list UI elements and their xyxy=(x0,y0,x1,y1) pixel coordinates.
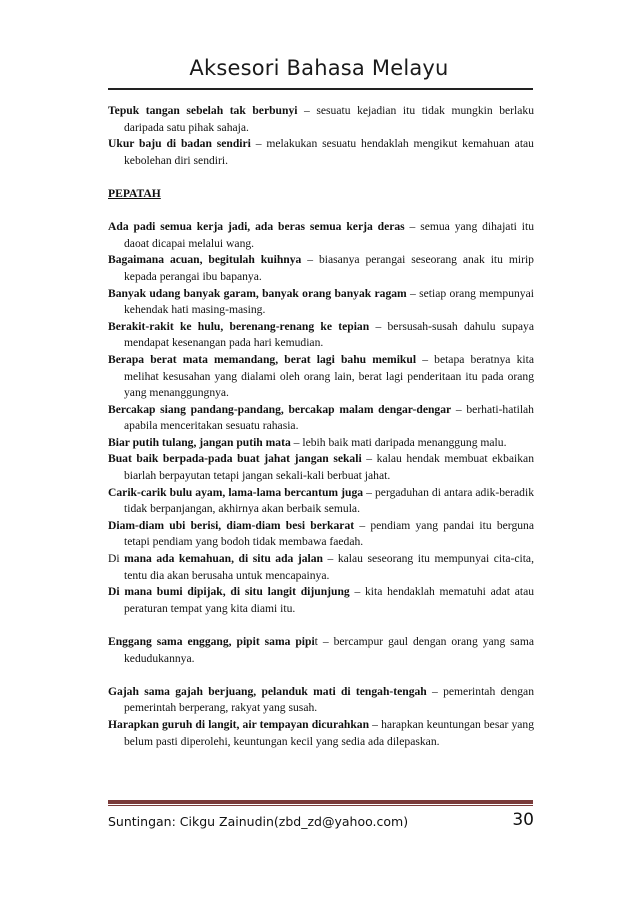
entry-meaning: – biasanya perangai seseorang anak itu mirip kepada perangai ibu bapanya. xyxy=(124,253,534,283)
entry-term: Berakit-rakit ke hulu, berenang-renang ke tepian xyxy=(108,319,370,333)
entry-term: Berapa berat mata memandang, berat lagi bahu memikul xyxy=(108,352,417,366)
entry-term: Bagaimana acuan, begitulah kuihnya xyxy=(108,253,302,267)
entry-meaning: – kalau hendak membuat ekbaikan biarlah berpayutan tetapi jangan sekali-kali berbuat jahat. xyxy=(124,452,535,483)
entry-term: mana ada kemahuan, di situ ada jalan xyxy=(124,552,323,566)
footer-credit: Suntingan: Cikgu Zainudin(zbd_zd@yahoo.com) xyxy=(108,814,409,829)
spacer xyxy=(108,617,534,634)
entry-term: Enggang sama enggang, pipit sama pipi xyxy=(108,635,315,648)
entry-meaning: – semua yang dihajati itu daoat dicapai melalui wang. xyxy=(124,220,534,250)
entry-meaning: – lebih baik mati daripada menanggung malu. xyxy=(290,435,507,449)
entry-meaning: – betapa beratnya kita melihat kesusahan yang dialami oleh orang lain, berat lagi penderitaan itu pada orang yang menanggungnya. xyxy=(124,352,534,400)
pepatah-entry xyxy=(108,485,534,518)
footer-rule-thin xyxy=(108,805,533,806)
pepatah-entry xyxy=(108,451,534,484)
spacer xyxy=(108,203,534,220)
entry-term: Gajah sama gajah berjuang, pelanduk mati di tengah-tengah xyxy=(108,684,427,698)
pepatah-entry xyxy=(108,103,534,136)
pepatah-list-a xyxy=(108,219,534,617)
entry-suffix: t xyxy=(314,635,318,648)
header-rule xyxy=(108,88,533,90)
pepatah-entry xyxy=(108,219,534,252)
entry-term: Diam-diam ubi berisi, diam-diam besi berkarat xyxy=(108,518,355,532)
entry-meaning: – harapkan keuntungan besar yang belum pasti diperolehi, keuntungan kecil yang sedia ada dilepaskan. xyxy=(124,717,534,748)
pepatah-entry xyxy=(108,717,534,750)
entry-meaning: – setiap orang mempunyai kehendak hati masing-masing. xyxy=(124,286,534,317)
pepatah-entry xyxy=(108,435,534,452)
entry-term: Tepuk tangan sebelah tak berbunyi xyxy=(108,104,298,117)
footer-rule xyxy=(108,800,533,804)
entry-term: Harapkan guruh di langit, air tempayan dicurahkan xyxy=(108,717,370,731)
entry-meaning: – bersusah-susah dahulu supaya mendapat kesenangan pada hari kemudian. xyxy=(124,319,534,350)
pepatah-entry xyxy=(108,551,534,584)
entry-term: Biar putih tulang, jangan putih mata xyxy=(108,435,291,449)
pepatah-entry xyxy=(108,402,534,435)
pepatah-list-b xyxy=(108,634,534,667)
entry-meaning: – berhati-hatilah apabila menceritakan sesuatu rahasia. xyxy=(124,402,534,433)
pepatah-entry xyxy=(108,319,534,352)
entry-meaning: – pemerintah dengan pemerintah berperang, rakyat yang susah. xyxy=(124,684,534,715)
pepatah-entry xyxy=(108,136,534,169)
page-header-title: Aksesori Bahasa Melayu xyxy=(189,56,449,80)
entry-meaning: – kita hendaklah mematuhi adat atau peraturan tempat yang kita diami itu. xyxy=(124,585,535,615)
section-heading: PEPATAH xyxy=(108,186,161,200)
pepatah-entry xyxy=(108,252,534,285)
entry-meaning: – bercampur gaul dengan orang yang sama kedudukannya. xyxy=(124,635,534,665)
pepatah-entry xyxy=(108,634,534,667)
pepatah-list-c xyxy=(108,684,534,750)
entry-meaning: – melakukan sesuatu hendaklah mengikut kemahuan atau kebolehan diri sendiri. xyxy=(124,137,534,167)
entry-list-top xyxy=(108,103,534,169)
pepatah-entry xyxy=(108,352,534,402)
page-content xyxy=(108,103,534,750)
entry-term: Ukur baju di badan sendiri xyxy=(108,137,251,151)
entry-prefix: Di xyxy=(108,552,125,566)
entry-term: Carik-carik bulu ayam, lama-lama bercantum juga xyxy=(108,485,364,499)
entry-meaning: – pendiam yang pandai itu berguna tetapi pendiam yang bodoh tidak membawa faedah. xyxy=(124,518,534,549)
entry-meaning: – kalau seseorang itu mempunyai cita-cita, tentu dia akan berusaha untuk mencapainya. xyxy=(124,552,534,582)
entry-term: Bercakap siang pandang-pandang, bercakap malam dengar-dengar xyxy=(108,402,452,416)
pepatah-entry xyxy=(108,684,534,717)
entry-term: Buat baik berpada-pada buat jahat jangan sekali xyxy=(108,452,362,466)
pepatah-entry xyxy=(108,584,534,617)
spacer xyxy=(108,169,534,186)
entry-meaning: – pergaduhan di antara adik-beradik tidak berpanjangan, akhirnya akan berbaik semula. xyxy=(124,485,534,516)
spacer xyxy=(108,667,534,684)
entry-term: Di mana bumi dipijak, di situ langit dijunjung xyxy=(108,585,350,599)
entry-term: Banyak udang banyak garam, banyak orang banyak ragam xyxy=(108,286,407,300)
entry-meaning: – sesuatu kejadian itu tidak mungkin berlaku daripada satu pihak sahaja. xyxy=(124,104,534,134)
pepatah-entry xyxy=(108,518,534,551)
entry-term: Ada padi semua kerja jadi, ada beras semua kerja deras xyxy=(108,220,405,234)
pepatah-entry xyxy=(108,286,534,319)
page-number: 30 xyxy=(512,810,534,830)
